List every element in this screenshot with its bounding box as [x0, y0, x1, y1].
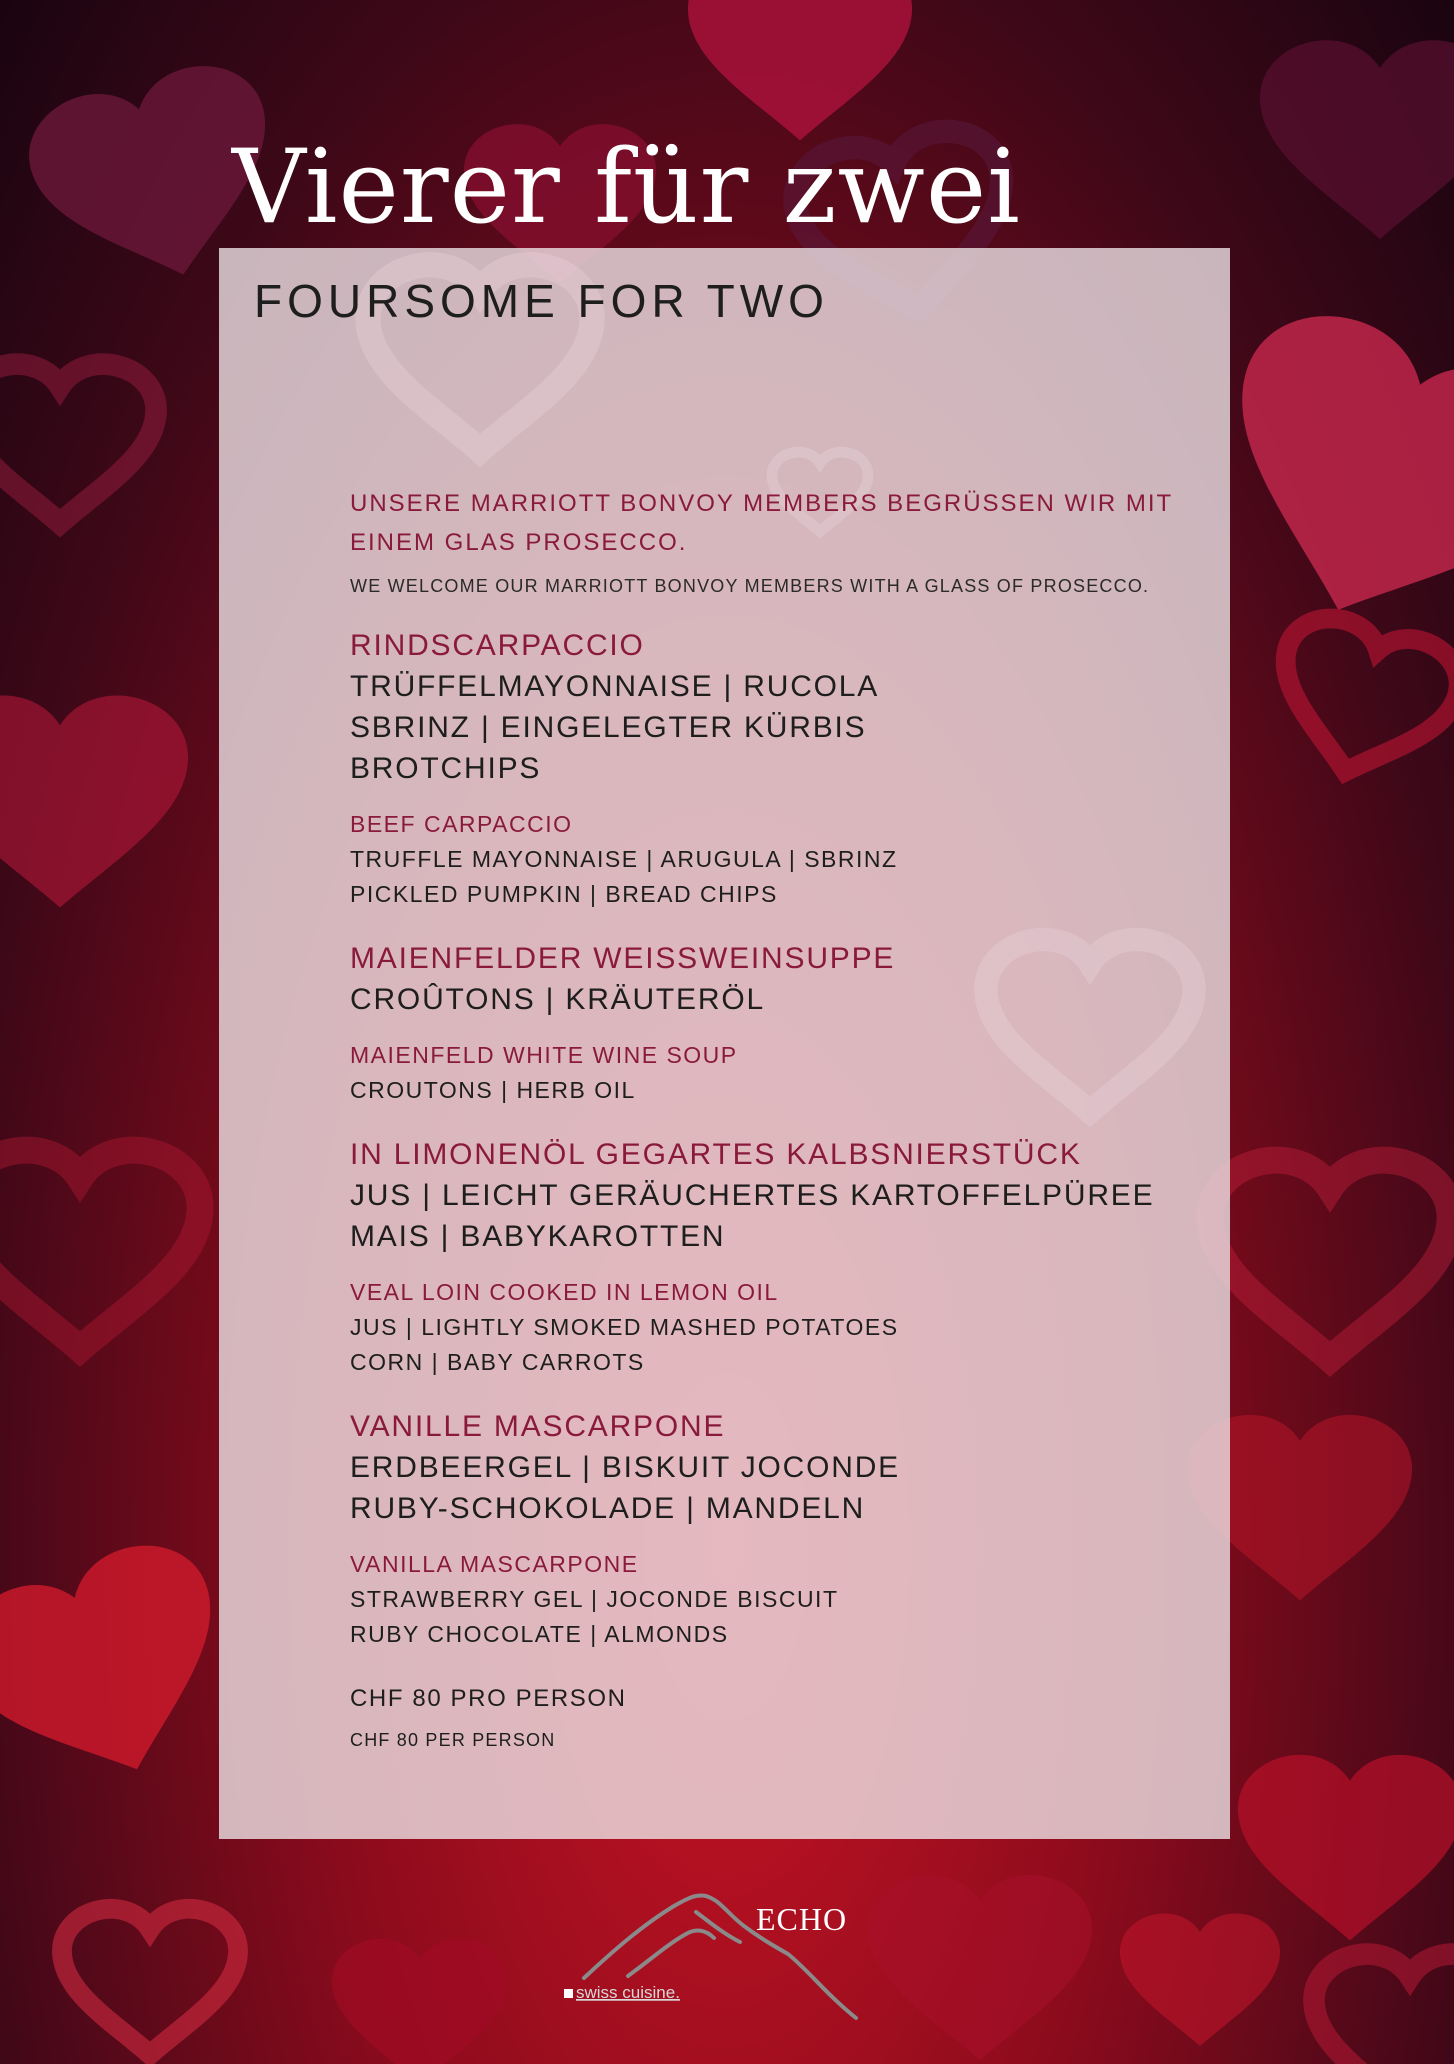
menu-content: [350, 484, 1190, 1754]
price-de: CHF 80 PRO PERSON: [350, 1685, 627, 1712]
course-description-en: CROUTONS | HERB OIL: [350, 1077, 636, 1103]
welcome-text-en: WE WELCOME OUR MARRIOTT BONVOY MEMBERS WITH A GLASS OF PROSECCO.: [350, 576, 1150, 596]
course-description-de: ERDBEERGEL | BISKUIT JOCONDE: [350, 1451, 900, 1484]
course-dessert: [350, 1406, 1190, 1652]
course-title-de: MAIENFELDER WEISSWEINSUPPE: [350, 942, 896, 975]
course-description-de: BROTCHIPS: [350, 752, 542, 785]
course-title-de: IN LIMONENÖL GEGARTES KALBSNIERSTÜCK: [350, 1138, 1082, 1171]
course-description-en: STRAWBERRY GEL | JOCONDE BISCUIT: [350, 1586, 839, 1612]
course-description-de: SBRINZ | EINGELEGTER KÜRBIS: [350, 711, 867, 744]
course-starter: [350, 625, 1190, 912]
course-description-de: MAIS | BABYKAROTTEN: [350, 1220, 726, 1253]
course-description-en: CORN | BABY CARROTS: [350, 1349, 645, 1375]
course-english: [350, 1038, 1190, 1108]
course-description-de: TRÜFFELMAYONNAISE | RUCOLA: [350, 670, 880, 703]
course-title-en: VANILLA MASCARPONE: [350, 1551, 639, 1577]
course-description-en: JUS | LIGHTLY SMOKED MASHED POTATOES: [350, 1314, 899, 1340]
course-description-en: PICKLED PUMPKIN | BREAD CHIPS: [350, 881, 778, 907]
menu-panel: [219, 248, 1230, 1839]
logo-tagline: swiss cuisine.: [576, 1983, 680, 2002]
logo-name: ECHO: [756, 1901, 848, 1937]
course-title-en: BEEF CARPACCIO: [350, 811, 573, 837]
price-en: CHF 80 PER PERSON: [350, 1730, 556, 1750]
course-description-de: JUS | LEICHT GERÄUCHERTES KARTOFFELPÜREE: [350, 1179, 1155, 1212]
menu-subtitle: FOURSOME FOR TWO: [254, 275, 829, 327]
course-description-de: CROÛTONS | KRÄUTERÖL: [350, 983, 765, 1016]
course-description-en: RUBY CHOCOLATE | ALMONDS: [350, 1621, 729, 1647]
course-description-en: TRUFFLE MAYONNAISE | ARUGULA | SBRINZ: [350, 846, 898, 872]
course-english: [350, 1547, 1190, 1652]
course-soup: [350, 938, 1190, 1108]
course-description-de: RUBY-SCHOKOLADE | MANDELN: [350, 1492, 866, 1525]
welcome-text-de: UNSERE MARRIOTT BONVOY MEMBERS BEGRÜSSEN WIR MIT EINEM GLAS PROSECCO.: [350, 490, 1173, 556]
course-main: [350, 1134, 1190, 1380]
course-title-en: MAIENFELD WHITE WINE SOUP: [350, 1042, 738, 1068]
swiss-flag-icon: [564, 1989, 573, 1998]
menu-title: Vierer für zwei: [232, 128, 1021, 247]
course-title-en: VEAL LOIN COOKED IN LEMON OIL: [350, 1279, 779, 1305]
course-title-de: RINDSCARPACCIO: [350, 629, 645, 662]
course-english: [350, 1275, 1190, 1380]
course-english: [350, 807, 1190, 912]
echo-logo: [556, 1890, 896, 2035]
course-title-de: VANILLE MASCARPONE: [350, 1410, 726, 1443]
